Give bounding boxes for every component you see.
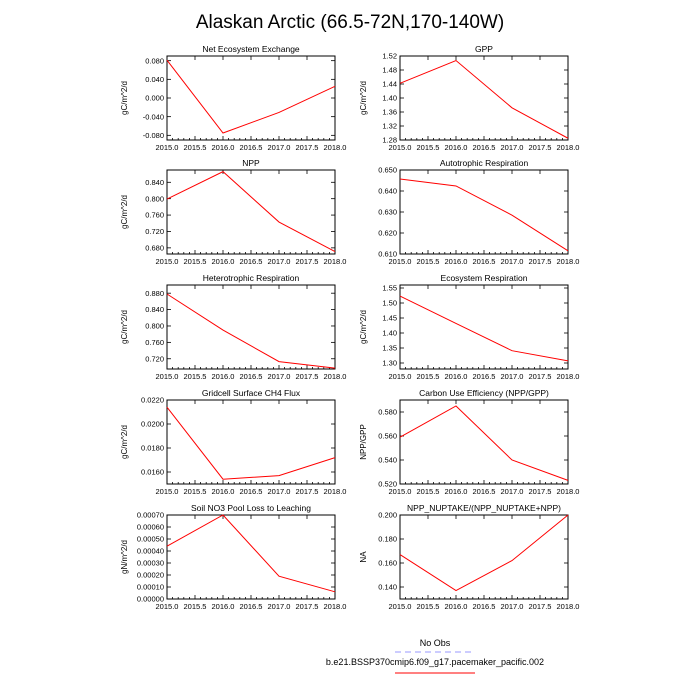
y-tick-label: 0.680 <box>145 243 164 253</box>
y-tick-label: 1.45 <box>382 313 397 323</box>
x-tick-label: 2017.5 <box>295 143 319 152</box>
y-axis-label: gC/m^2/d <box>359 310 368 344</box>
x-tick-label: 2015.5 <box>183 602 207 611</box>
chart-panel <box>120 158 346 266</box>
y-tick-label: 0.180 <box>378 534 397 544</box>
x-tick-label: 2017.5 <box>295 487 319 496</box>
series-line <box>167 60 335 133</box>
x-tick-label: 2017.5 <box>528 487 552 496</box>
y-axis-label: gC/m^2/d <box>120 195 129 229</box>
x-tick-label: 2017.0 <box>267 143 291 152</box>
y-tick-label: 0.140 <box>378 582 397 592</box>
y-axis-label: NA <box>359 551 368 563</box>
y-tick-label: 0.040 <box>145 74 164 84</box>
x-tick-label: 2015.0 <box>155 372 179 381</box>
chart-title: Gridcell Surface CH4 Flux <box>201 388 301 398</box>
x-tick-label: 2015.5 <box>416 257 440 266</box>
x-tick-label: 2015.0 <box>388 257 412 266</box>
x-tick-label: 2016.0 <box>211 487 235 496</box>
y-tick-label: 0.200 <box>378 510 397 520</box>
y-tick-label: 0.00030 <box>136 558 164 568</box>
x-tick-label: 2018.0 <box>556 372 580 381</box>
y-tick-label: 0.630 <box>378 207 397 217</box>
y-tick-label: 0.840 <box>145 177 164 187</box>
plot-frame <box>400 515 568 599</box>
y-tick-label: 0.00020 <box>136 570 164 580</box>
x-tick-label: 2018.0 <box>323 602 347 611</box>
y-tick-label: 1.50 <box>382 298 397 308</box>
x-tick-label: 2018.0 <box>556 602 580 611</box>
y-tick-label: 0.640 <box>378 186 397 196</box>
x-tick-label: 2015.5 <box>416 487 440 496</box>
y-tick-label: 1.35 <box>382 343 397 353</box>
chart-title: Carbon Use Efficiency (NPP/GPP) <box>419 388 549 398</box>
x-tick-label: 2017.0 <box>500 372 524 381</box>
x-tick-label: 2015.0 <box>388 372 412 381</box>
x-tick-label: 2017.5 <box>295 257 319 266</box>
x-tick-label: 2018.0 <box>323 372 347 381</box>
y-axis-label: gC/m^2/d <box>120 81 129 115</box>
y-axis-label: gC/m^2/d <box>359 81 368 115</box>
x-tick-label: 2016.0 <box>444 143 468 152</box>
y-tick-label: 0.0200 <box>141 419 164 429</box>
y-tick-label: 0.880 <box>145 288 164 298</box>
x-tick-label: 2016.5 <box>472 143 496 152</box>
y-tick-label: 1.32 <box>382 121 397 131</box>
plot-frame <box>167 285 335 369</box>
x-tick-label: 2018.0 <box>556 487 580 496</box>
chart-panel <box>359 44 579 152</box>
plot-frame <box>400 56 568 140</box>
x-tick-label: 2017.5 <box>528 602 552 611</box>
y-tick-label: 1.44 <box>382 79 397 89</box>
x-tick-label: 2016.0 <box>211 257 235 266</box>
x-tick-label: 2016.0 <box>211 372 235 381</box>
x-tick-label: 2017.5 <box>528 257 552 266</box>
chart-panel <box>378 158 579 266</box>
plot-frame <box>167 400 335 484</box>
series-line <box>400 406 568 480</box>
y-tick-label: 0.540 <box>378 455 397 465</box>
x-tick-label: 2015.5 <box>416 372 440 381</box>
x-tick-label: 2017.0 <box>500 487 524 496</box>
x-tick-label: 2015.5 <box>416 143 440 152</box>
x-tick-label: 2017.0 <box>500 257 524 266</box>
chart-title: NPP <box>242 158 260 168</box>
chart-panel <box>359 273 579 381</box>
y-tick-label: 0.620 <box>378 228 397 238</box>
x-tick-label: 2015.0 <box>388 143 412 152</box>
x-tick-label: 2015.0 <box>388 487 412 496</box>
x-tick-label: 2016.0 <box>444 602 468 611</box>
x-tick-label: 2018.0 <box>323 143 347 152</box>
x-tick-label: 2015.5 <box>183 487 207 496</box>
chart-title: Autotrophic Respiration <box>439 158 529 168</box>
x-tick-label: 2015.0 <box>388 602 412 611</box>
x-tick-label: 2018.0 <box>556 143 580 152</box>
series-line <box>167 172 335 252</box>
chart-panel <box>359 388 579 496</box>
x-tick-label: 2015.5 <box>183 372 207 381</box>
y-axis-label: gC/m^2/d <box>120 425 129 459</box>
chart-panel <box>120 388 346 496</box>
legend <box>326 638 544 673</box>
plot-frame <box>167 170 335 254</box>
chart-title: Ecosystem Respiration <box>440 273 528 283</box>
y-tick-label: 0.760 <box>145 210 164 220</box>
y-tick-label: 0.580 <box>378 407 397 417</box>
series-line <box>167 294 335 368</box>
chart-panel <box>120 503 346 611</box>
y-tick-label: 0.840 <box>145 305 164 315</box>
x-tick-label: 2016.5 <box>472 602 496 611</box>
chart-title: NPP_NUPTAKE/(NPP_NUPTAKE+NPP) <box>407 503 561 513</box>
x-tick-label: 2015.5 <box>183 143 207 152</box>
legend-label-model: b.e21.BSSP370cmip6.f09_g17.pacemaker_pacific.002 <box>325 657 545 667</box>
x-tick-label: 2015.5 <box>183 257 207 266</box>
series-line <box>167 407 335 479</box>
series-line <box>400 61 568 139</box>
x-tick-label: 2017.5 <box>528 143 552 152</box>
x-tick-label: 2015.5 <box>416 602 440 611</box>
chart-title: Net Ecosystem Exchange <box>202 44 300 54</box>
x-tick-label: 2017.5 <box>295 372 319 381</box>
y-tick-label: 0.0220 <box>141 395 164 405</box>
y-tick-label: 0.000 <box>145 93 164 103</box>
y-tick-label: 0.520 <box>378 479 397 489</box>
legend-label-no-obs: No Obs <box>419 638 451 648</box>
y-tick-label: 1.40 <box>382 93 397 103</box>
y-tick-label: -0.040 <box>142 112 164 122</box>
x-tick-label: 2015.0 <box>155 487 179 496</box>
x-tick-label: 2016.5 <box>239 143 263 152</box>
x-tick-label: 2016.5 <box>239 602 263 611</box>
x-tick-label: 2016.5 <box>472 257 496 266</box>
x-tick-label: 2018.0 <box>323 487 347 496</box>
x-tick-label: 2015.0 <box>155 602 179 611</box>
plot-frame <box>167 515 335 599</box>
y-tick-label: 0.760 <box>145 337 164 347</box>
y-axis-label: gN/m^2/d <box>120 540 129 574</box>
y-tick-label: 0.610 <box>378 249 397 259</box>
x-tick-label: 2016.0 <box>444 372 468 381</box>
x-tick-label: 2017.0 <box>267 257 291 266</box>
y-tick-label: 0.800 <box>145 321 164 331</box>
x-tick-label: 2016.0 <box>211 143 235 152</box>
y-tick-label: 1.36 <box>382 107 397 117</box>
chart-panel <box>120 44 346 152</box>
y-tick-label: 0.0160 <box>141 467 164 477</box>
y-axis-label: gC/m^2/d <box>120 310 129 344</box>
x-tick-label: 2017.5 <box>295 602 319 611</box>
y-tick-label: 0.00010 <box>136 582 164 592</box>
y-axis-label: NPP/GPP <box>359 424 368 460</box>
x-tick-label: 2017.0 <box>500 602 524 611</box>
x-tick-label: 2017.0 <box>267 487 291 496</box>
x-tick-label: 2016.0 <box>444 257 468 266</box>
y-tick-label: 1.28 <box>382 135 397 145</box>
y-tick-label: 0.720 <box>145 227 164 237</box>
figure-title: Alaskan Arctic (66.5-72N,170-140W) <box>195 12 505 33</box>
y-tick-label: 1.52 <box>382 51 397 61</box>
series-line <box>400 179 568 251</box>
series-line <box>400 515 568 591</box>
chart-title: Heterotrophic Respiration <box>202 273 300 283</box>
x-tick-label: 2017.0 <box>267 602 291 611</box>
x-tick-label: 2016.5 <box>239 257 263 266</box>
x-tick-label: 2017.5 <box>528 372 552 381</box>
chart-title: Soil NO3 Pool Loss to Leaching <box>190 503 312 513</box>
chart-title: GPP <box>475 44 493 54</box>
y-tick-label: 0.720 <box>145 354 164 364</box>
x-tick-label: 2018.0 <box>323 257 347 266</box>
y-tick-label: 0.080 <box>145 56 164 66</box>
x-tick-label: 2016.0 <box>444 487 468 496</box>
y-tick-label: 0.560 <box>378 431 397 441</box>
chart-panel <box>120 273 346 381</box>
x-tick-label: 2016.0 <box>211 602 235 611</box>
y-tick-label: 0.00070 <box>136 510 164 520</box>
y-tick-label: 1.40 <box>382 328 397 338</box>
y-tick-label: 0.650 <box>378 165 397 175</box>
y-tick-label: 0.160 <box>378 558 397 568</box>
x-tick-label: 2016.5 <box>472 372 496 381</box>
y-tick-label: 0.800 <box>145 194 164 204</box>
x-tick-label: 2016.5 <box>472 487 496 496</box>
y-tick-label: 0.0180 <box>141 443 164 453</box>
x-tick-label: 2015.0 <box>155 257 179 266</box>
series-line <box>167 515 335 592</box>
y-tick-label: 1.48 <box>382 65 397 75</box>
x-tick-label: 2017.0 <box>267 372 291 381</box>
y-tick-label: 0.00000 <box>136 594 164 604</box>
y-tick-label: 1.30 <box>382 358 397 368</box>
y-tick-label: 0.00060 <box>136 522 164 532</box>
y-tick-label: 1.55 <box>382 283 397 293</box>
series-line <box>400 296 568 361</box>
y-tick-label: -0.080 <box>142 130 164 140</box>
x-tick-label: 2018.0 <box>556 257 580 266</box>
x-tick-label: 2017.0 <box>500 143 524 152</box>
y-tick-label: 0.00040 <box>136 546 164 556</box>
x-tick-label: 2016.5 <box>239 487 263 496</box>
x-tick-label: 2015.0 <box>155 143 179 152</box>
chart-panel <box>359 503 579 611</box>
y-tick-label: 0.00050 <box>136 534 164 544</box>
x-tick-label: 2016.5 <box>239 372 263 381</box>
panel-grid <box>120 44 579 611</box>
